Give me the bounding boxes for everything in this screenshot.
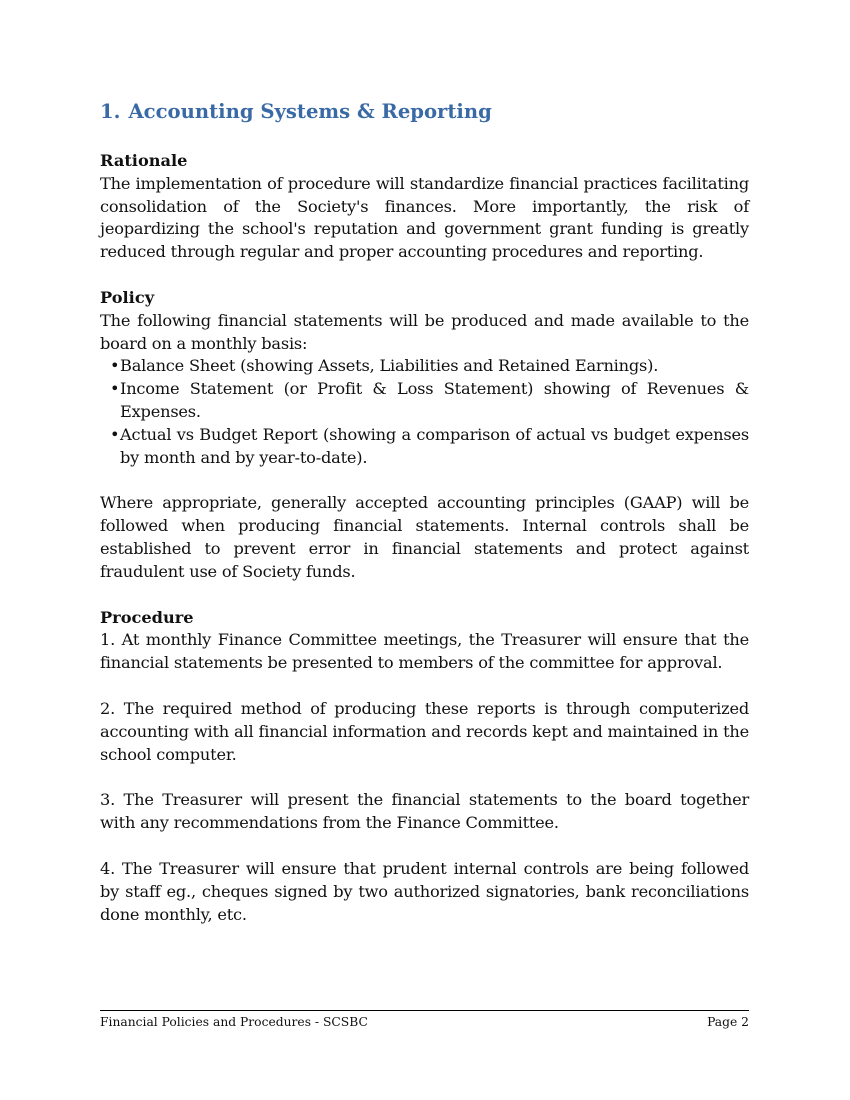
list-item — [100, 378, 749, 424]
policy-bullet-list — [100, 355, 749, 469]
rationale-text: The implementation of procedure will standardize financial practices facilitating consolidation of the Society's finances. More importantly, the risk of jeopardizing the school's reputation and government grant funding is greatly reduced through regular and proper accounting procedures and reporting. — [100, 173, 749, 262]
procedure-step: 3. The Treasurer will present the financial statements to the board together with any recommendations from the Finance Committee. — [100, 790, 749, 833]
gaap-paragraph: Where appropriate, generally accepted accounting principles (GAAP) will be followed when producing financial statements. Internal controls shall be established to prevent error in financial statements and protect against fraudulent use of Society funds. — [100, 493, 749, 581]
section-title: Accounting Systems & Reporting — [128, 100, 492, 123]
procedure-section — [100, 607, 749, 927]
section-number: 1. — [100, 100, 121, 123]
policy-section — [100, 287, 749, 584]
policy-intro: The following financial statements will be produced and made available to the board on a monthly basis: — [100, 310, 749, 353]
bullet-icon: • — [110, 379, 120, 399]
page-footer — [100, 1010, 749, 1030]
list-item — [100, 355, 749, 378]
list-item-text: Actual vs Budget Report (showing a comparison of actual vs budget expenses by month and by year-to-date). — [120, 424, 749, 467]
rationale-section — [100, 150, 749, 264]
bullet-icon: • — [110, 356, 120, 376]
list-item-text: Balance Sheet (showing Assets, Liabilities and Retained Earnings). — [120, 356, 659, 376]
footer-page-number: Page 2 — [707, 1015, 749, 1029]
rationale-title: Rationale — [100, 151, 188, 170]
list-item — [100, 424, 749, 470]
list-item-text: Income Statement (or Profit & Loss Statement) showing of Revenues & Expenses. — [120, 379, 749, 421]
policy-title: Policy — [100, 287, 155, 307]
section-heading — [100, 98, 749, 126]
procedure-title: Procedure — [100, 607, 194, 627]
procedure-step: 4. The Treasurer will ensure that prudent internal controls are being followed by staff eg., cheques signed by two authorized signatories, bank reconciliations done monthly, etc. — [100, 858, 749, 924]
bullet-icon: • — [110, 424, 120, 444]
document-page — [100, 98, 749, 926]
footer-document-title: Financial Policies and Procedures - SCSBC — [100, 1015, 368, 1029]
procedure-step: 1. At monthly Finance Committee meetings, the Treasurer will ensure that the financial statements be presented to members of the committee for approval. — [100, 630, 749, 673]
procedure-step: 2. The required method of producing these reports is through computerized accounting with all financial information and records kept and maintained in the school computer. — [100, 698, 749, 764]
